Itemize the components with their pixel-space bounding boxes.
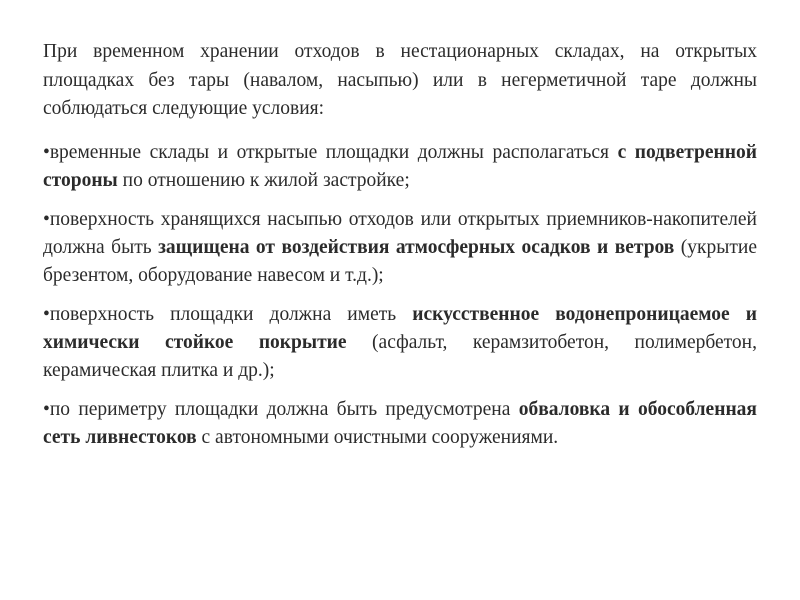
bullet-icon: •: [43, 141, 50, 163]
bullet-emphasis: искусственное водонепроницаемое и химически стойкое покрытие: [43, 303, 757, 353]
bullet-text-end: по отношению к жилой застройке;: [117, 169, 410, 191]
bullet-text: поверхность площадки должна иметь: [49, 303, 413, 325]
bullet-text-end: с автономными очистными сооружениями.: [196, 426, 559, 448]
list-item: [43, 301, 757, 385]
bullet-text-end: (асфальт, керамзитобетон, полимербетон, керамическая плитка и др.);: [43, 331, 757, 381]
intro-paragraph: При временном хранении отходов в нестационарных складах, на открытых площадках без тары (навалом, насыпью) или в негерметичной таре должны соблюдаться следующие условия:: [43, 41, 757, 119]
bullet-emphasis: защищена от воздействия атмосферных осадков и ветров: [158, 236, 675, 258]
bullet-text: по периметру площадки должна быть предусмотрена: [49, 398, 519, 420]
conditions-list: [43, 139, 757, 452]
bullet-text: поверхность хранящихся насыпью отходов или открытых приемников-накопителей должна быть: [43, 208, 757, 258]
list-item: [43, 139, 757, 195]
bullet-icon: •: [43, 208, 50, 230]
bullet-text: временные склады и открытые площадки должны располагаться: [49, 141, 618, 163]
bullet-text-end: (укрытие брезентом, оборудование навесом и т.д.);: [43, 236, 757, 286]
list-item: [43, 206, 757, 290]
bullet-emphasis: обваловка и обособленная сеть ливнестоков: [43, 398, 757, 448]
bullet-icon: •: [43, 303, 50, 325]
bullet-icon: •: [43, 398, 50, 420]
bullet-emphasis: с подветренной стороны: [43, 141, 758, 191]
list-item: [43, 396, 757, 452]
